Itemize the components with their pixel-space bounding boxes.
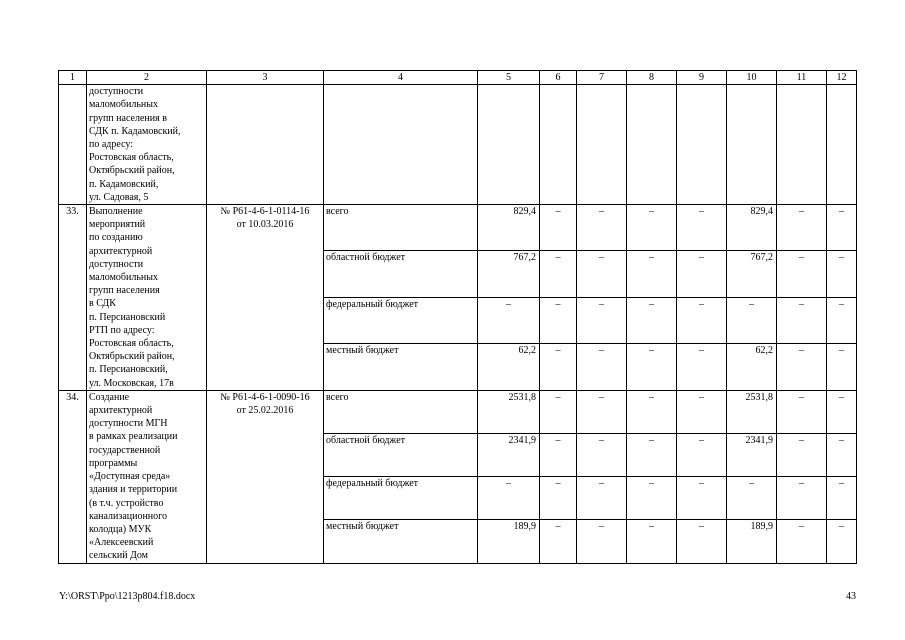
value-cell: 2531,8	[727, 390, 777, 433]
value-cell: 62,2	[478, 344, 540, 390]
value-cell: –	[677, 477, 727, 520]
value-cell: –	[577, 344, 627, 390]
value-cell: 2531,8	[478, 390, 540, 433]
row-number-cell: 34.	[59, 390, 87, 563]
value-cell: –	[540, 434, 577, 477]
column-header: 6	[540, 71, 577, 85]
value-cell: –	[627, 390, 677, 433]
value-cell: –	[677, 434, 727, 477]
value-cell: –	[627, 434, 677, 477]
value-cell: 2341,9	[727, 434, 777, 477]
entry-row	[59, 205, 857, 251]
column-header: 12	[827, 71, 857, 85]
value-cell: –	[540, 205, 577, 251]
value-cell: –	[478, 477, 540, 520]
column-header: 8	[627, 71, 677, 85]
value-cell: –	[827, 205, 857, 251]
table-header-row	[59, 71, 857, 85]
row-number-cell: 33.	[59, 205, 87, 391]
value-cell	[627, 85, 677, 205]
value-cell: –	[627, 477, 677, 520]
value-cell: –	[627, 205, 677, 251]
value-cell: –	[540, 297, 577, 343]
value-cell: –	[777, 520, 827, 563]
value-cell: –	[727, 477, 777, 520]
value-cell: 189,9	[478, 520, 540, 563]
value-cell: –	[540, 520, 577, 563]
value-cell: –	[627, 297, 677, 343]
value-cell: 829,4	[478, 205, 540, 251]
value-cell: –	[827, 344, 857, 390]
value-cell	[727, 85, 777, 205]
page-number: 43	[846, 591, 856, 602]
funding-source-label: всего	[324, 205, 478, 251]
value-cell: –	[577, 205, 627, 251]
column-header: 4	[324, 71, 478, 85]
value-cell: –	[727, 297, 777, 343]
value-cell: 189,9	[727, 520, 777, 563]
value-cell	[577, 85, 627, 205]
value-cell: –	[677, 390, 727, 433]
value-cell: 62,2	[727, 344, 777, 390]
value-cell: –	[827, 434, 857, 477]
value-cell: 829,4	[727, 205, 777, 251]
value-cell: –	[777, 390, 827, 433]
document-number-cell: № Р61-4-6-1-0114-16 от 10.03.2016	[207, 205, 324, 391]
column-header: 1	[59, 71, 87, 85]
value-cell	[827, 85, 857, 205]
value-cell: –	[827, 297, 857, 343]
funding-source-label: всего	[324, 390, 478, 433]
value-cell: –	[540, 251, 577, 297]
funding-source-label: местный бюджет	[324, 520, 478, 563]
budget-table	[58, 70, 857, 564]
value-cell: –	[777, 251, 827, 297]
value-cell: –	[627, 344, 677, 390]
value-cell: –	[677, 251, 727, 297]
column-header: 9	[677, 71, 727, 85]
column-header: 5	[478, 71, 540, 85]
document-cell	[207, 85, 324, 205]
column-header: 3	[207, 71, 324, 85]
value-cell: –	[577, 251, 627, 297]
value-cell: –	[777, 344, 827, 390]
value-cell: –	[777, 434, 827, 477]
funding-source-label: областной бюджет	[324, 434, 478, 477]
value-cell: –	[577, 520, 627, 563]
value-cell	[777, 85, 827, 205]
value-cell: –	[777, 477, 827, 520]
row-number-cell	[59, 85, 87, 205]
value-cell: –	[827, 520, 857, 563]
value-cell: –	[540, 344, 577, 390]
value-cell: –	[677, 344, 727, 390]
value-cell: –	[577, 434, 627, 477]
column-header: 7	[577, 71, 627, 85]
source-cell	[324, 85, 478, 205]
value-cell: 767,2	[478, 251, 540, 297]
value-cell: –	[827, 251, 857, 297]
funding-source-label: областной бюджет	[324, 251, 478, 297]
column-header: 2	[87, 71, 207, 85]
value-cell: –	[577, 477, 627, 520]
column-header: 10	[727, 71, 777, 85]
footer-file-path: Y:\ORST\Ppo\1213p804.f18.docx	[59, 591, 196, 602]
value-cell: –	[577, 390, 627, 433]
value-cell: –	[540, 390, 577, 433]
value-cell: –	[827, 477, 857, 520]
funding-source-label: федеральный бюджет	[324, 297, 478, 343]
value-cell: –	[677, 297, 727, 343]
value-cell: 2341,9	[478, 434, 540, 477]
value-cell: 767,2	[727, 251, 777, 297]
value-cell: –	[677, 520, 727, 563]
object-name-cell: Выполнение мероприятий по созданию архитектурной доступности маломобильных групп населения в СДК п. Персиановский РТП по адресу: Ростовская область, Октябрьский район, п. Персиановский, ул. Московская, 17в	[87, 205, 207, 391]
value-cell: –	[777, 297, 827, 343]
value-cell: –	[540, 477, 577, 520]
value-cell	[540, 85, 577, 205]
value-cell	[478, 85, 540, 205]
value-cell: –	[577, 297, 627, 343]
value-cell	[677, 85, 727, 205]
value-cell: –	[627, 520, 677, 563]
value-cell: –	[827, 390, 857, 433]
value-cell: –	[478, 297, 540, 343]
value-cell: –	[777, 205, 827, 251]
value-cell: –	[677, 205, 727, 251]
funding-source-label: федеральный бюджет	[324, 477, 478, 520]
funding-source-label: местный бюджет	[324, 344, 478, 390]
value-cell: –	[627, 251, 677, 297]
column-header: 11	[777, 71, 827, 85]
object-name-cell: Создание архитектурной доступности МГН в рамках реализации государственной программы «Доступная среда» здания и территории (в т.ч. устройство канализационного колодца) МУК «Алексеевский сельский Дом	[87, 390, 207, 563]
object-name-cell: доступности маломобильных групп населения в СДК п. Кадамовский, по адресу: Ростовская область, Октябрьский район, п. Кадамовский, ул. Садовая, 5	[87, 85, 207, 205]
entry-row	[59, 390, 857, 433]
continuation-row	[59, 85, 857, 205]
document-number-cell: № Р61-4-6-1-0090-16 от 25.02.2016	[207, 390, 324, 563]
